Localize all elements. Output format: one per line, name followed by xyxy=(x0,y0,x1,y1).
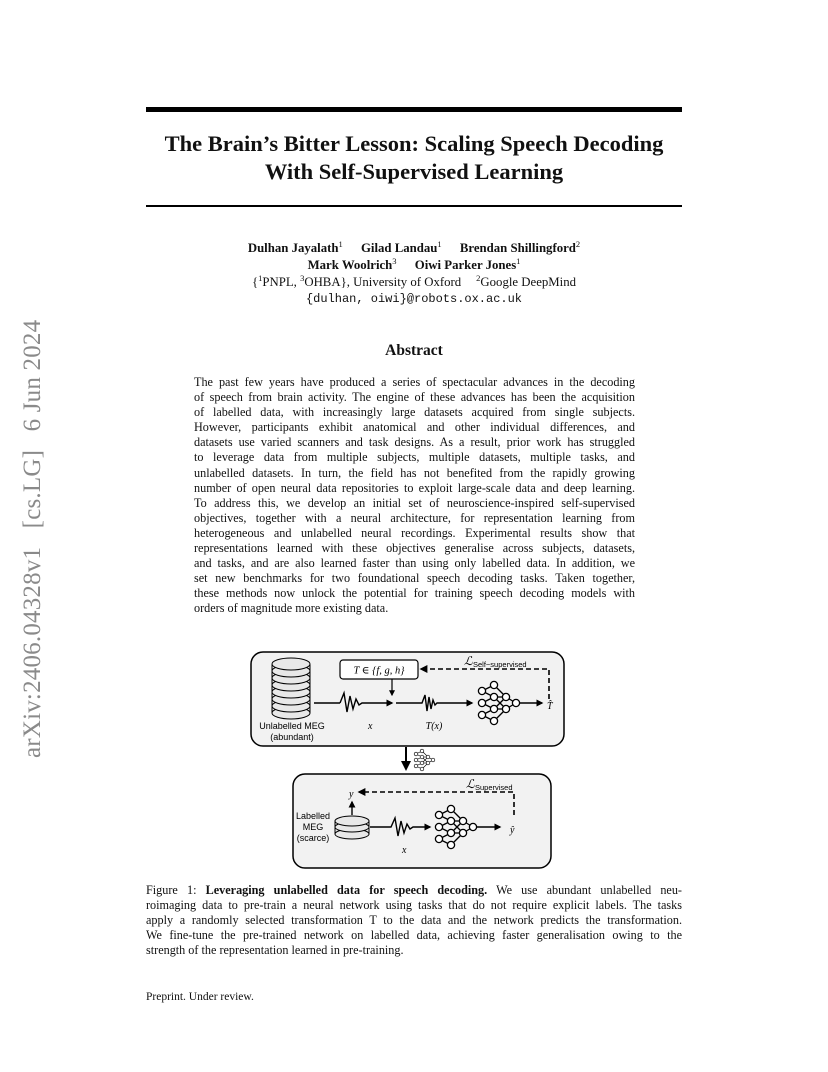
affiliation-name: OHBA}, University of Oxford xyxy=(304,275,462,289)
loss-self-subscript: Self−supervised xyxy=(473,660,527,669)
abstract-line: However, participants exhibit anatomical and other individual differences, and xyxy=(194,420,635,435)
figure-caption xyxy=(146,883,682,958)
abstract-line: representations learned with these objectives generalise across subjects, datasets, xyxy=(194,541,635,556)
database-icon-labelled xyxy=(335,816,369,839)
affiliation-mark: 2 xyxy=(476,273,481,283)
title-line-1: The Brain’s Bitter Lesson: Scaling Speech Decoding xyxy=(164,131,664,156)
labelled-meg-label-2: MEG xyxy=(302,822,324,832)
author-name: Mark Woolrich xyxy=(307,258,393,272)
unlabelled-meg-sublabel: (abundant) xyxy=(270,732,314,742)
affiliation-mark: 1 xyxy=(338,239,343,249)
paper-title xyxy=(146,130,682,186)
y-label: y xyxy=(349,789,354,800)
arxiv-stamp xyxy=(19,320,47,758)
caption-line: roimaging data to pre-train a neural network using tasks that do not require explicit labels. The tasks xyxy=(146,898,682,913)
affiliation-mark: 3 xyxy=(392,256,397,266)
database-icon-unlabelled xyxy=(272,658,310,719)
t-hat-label: T̂ xyxy=(547,701,553,712)
affiliation-mark: 3 xyxy=(300,273,305,283)
abstract-body xyxy=(194,375,635,617)
abstract-line: heterogeneous and unlabelled neural recordings. Experimental results show that xyxy=(194,525,635,540)
affiliation-mark: 1 xyxy=(437,239,442,249)
title-top-rule xyxy=(146,107,682,112)
arxiv-id: arXiv:2406.04328v1 xyxy=(19,546,46,758)
loss-self-symbol: ℒ xyxy=(464,654,473,668)
y-hat-label: ŷ xyxy=(510,825,515,836)
affiliation-brace: { xyxy=(251,275,259,289)
caption-line: We fine-tune the pre-trained network on labelled data, achieving faster generalisation owing to the xyxy=(146,928,682,943)
abstract-line: of speech from brain activity. The engine of these advances has been the acquisition xyxy=(194,390,635,405)
abstract-line: and tasks, and are also learned faster than using only labelled data. In addition, we xyxy=(194,556,635,571)
caption-prefix: Figure 1: xyxy=(146,883,206,897)
author-email[interactable]: {dulhan, oiwi}@robots.ox.ac.uk xyxy=(305,292,523,306)
x-label: x xyxy=(368,721,373,732)
affiliations xyxy=(146,274,682,291)
affiliation-mark: 1 xyxy=(258,273,263,283)
abstract-line: To address this, we develop an initial set of neuroscience-inspired self-supervised xyxy=(194,495,635,510)
abstract-line: these methods now unlock the potential for training speech decoding models with xyxy=(194,586,635,601)
author-name: Oiwi Parker Jones xyxy=(414,258,517,272)
network-icon-transfer xyxy=(414,749,435,771)
abstract-line: The past few years have produced a series of spectacular advances in the decoding xyxy=(194,375,635,389)
abstract-heading: Abstract xyxy=(385,342,443,359)
affiliation-mark: 2 xyxy=(575,239,581,249)
author-block xyxy=(146,240,682,308)
abstract-line: datasets use varied scanners and task designs. As a result, prior work has struggled xyxy=(194,435,635,450)
abstract-line: objectives, together with a neural architecture, for representation learning from xyxy=(194,510,635,525)
author-name: Gilad Landau xyxy=(360,241,438,255)
loss-sup-subscript: Supervised xyxy=(475,783,513,792)
affiliation-name: Google DeepMind xyxy=(480,275,577,289)
arxiv-date: 6 Jun 2024 xyxy=(19,319,46,432)
loss-sup-symbol: ℒ xyxy=(466,777,475,791)
caption-line-1 xyxy=(146,883,682,898)
title-line-2: With Self-Supervised Learning xyxy=(264,159,564,184)
caption-line1-rest: We use abundant unlabelled neu- xyxy=(487,883,682,897)
author-name: Dulhan Jayalath xyxy=(247,241,339,255)
title-bottom-rule xyxy=(146,205,682,207)
figure-1 xyxy=(246,647,576,873)
footer-note: Preprint. Under review. xyxy=(146,991,254,1003)
abstract-line: to leverage data from multiple subjects, multiple datasets, multiple tasks, and xyxy=(194,450,635,465)
abstract-line: orders of magnitude more existing data. xyxy=(194,601,389,616)
unlabelled-meg-label: Unlabelled MEG xyxy=(259,721,325,731)
labelled-meg-label: Labelled xyxy=(295,811,331,821)
abstract-line: set new benchmarks for two foundational speech decoding tasks. Taken together, xyxy=(194,571,635,586)
affiliation-name: PNPL, xyxy=(262,275,301,289)
caption-line: strength of the representation learned in pre-training. xyxy=(146,943,404,958)
affiliation-mark: 1 xyxy=(516,256,521,266)
author-line-1 xyxy=(146,240,682,257)
caption-line: apply a randomly selected transformation T to the data and the network predicts the transformation. xyxy=(146,913,682,928)
labelled-meg-sublabel: (scarce) xyxy=(296,833,330,843)
tx-label: T(x) xyxy=(425,721,443,732)
caption-bold: Leveraging unlabelled data for speech decoding. xyxy=(205,883,488,897)
author-line-2 xyxy=(146,257,682,274)
abstract-line: of labelled data, with increasingly large datasets acquired from single subjects. xyxy=(194,405,635,420)
abstract-line: unlabelled datasets. In turn, the field has not benefited from the rapidly growing xyxy=(194,465,635,480)
arxiv-category: [cs.LG] xyxy=(19,449,46,529)
abstract-line: number of open neural data repositories to exploit large-scale data and deep learning. xyxy=(194,480,635,495)
x-label-bottom: x xyxy=(402,845,407,856)
transform-set-label: T ∈ {f, g, h} xyxy=(353,665,405,677)
author-name: Brendan Shillingford xyxy=(459,241,576,255)
